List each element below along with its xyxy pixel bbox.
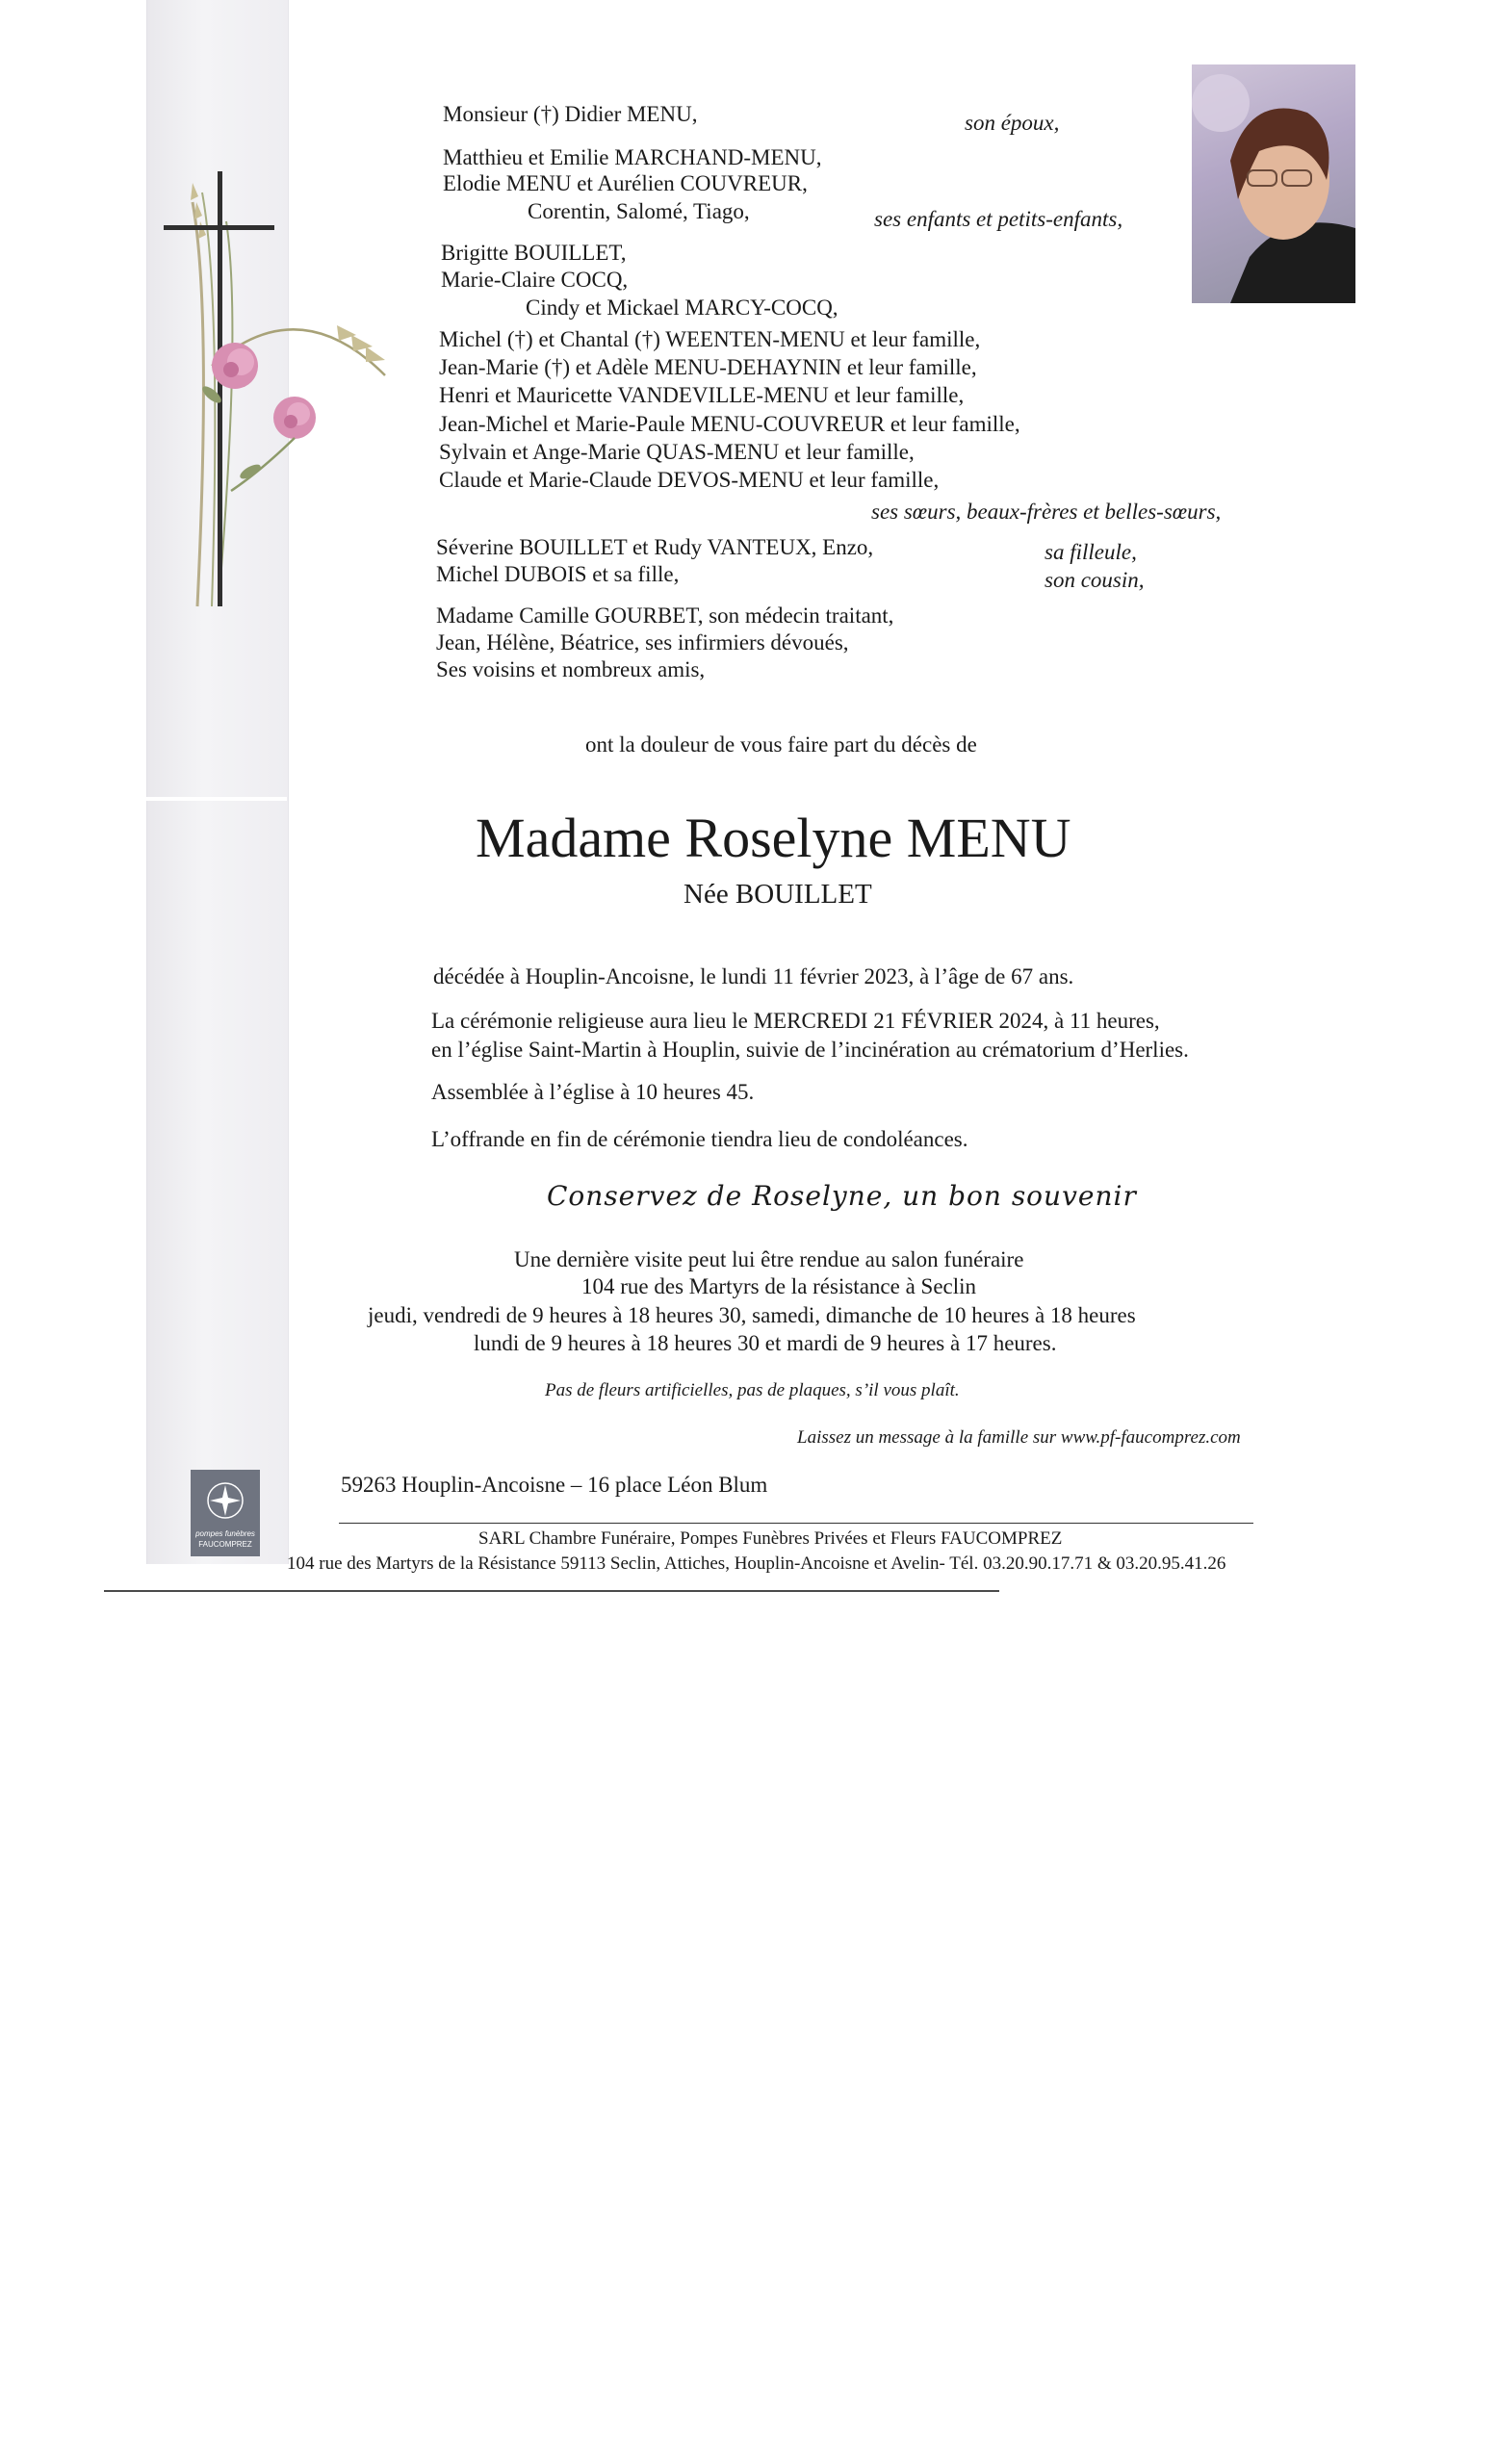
family-line-4: Corentin, Salomé, Tiago, [528,199,750,223]
family-line-18: Ses voisins et nombreux amis, [436,657,706,681]
family-role-husband: son époux, [965,111,1060,135]
family-role-goddaughter: sa filleule, [1045,540,1137,564]
family-line-15: Michel DUBOIS et sa fille, [436,562,680,586]
family-line-11: Jean-Michel et Marie-Paule MENU-COUVREUR et leur famille, [439,412,1020,436]
offering-note: L’offrande en fin de cérémonie tiendra lieu de condoléances. [431,1127,968,1151]
death-detail: décédée à Houplin-Ancoisne, le lundi 11 février 2023, à l’âge de 67 ans. [433,964,1074,988]
family-line-17: Jean, Hélène, Béatrice, ses infirmiers dévoués, [436,630,849,654]
family-role-cousin: son cousin, [1045,568,1145,592]
assembly-time: Assemblée à l’église à 10 heures 45. [431,1080,755,1104]
family-line-6: Marie-Claire COCQ, [441,268,629,292]
ceremony-line-1: La cérémonie religieuse aura lieu le MERCREDI 21 FÉVRIER 2024, à 11 heures, [431,1009,1160,1033]
logo-line-1: pompes funèbres [195,1529,255,1538]
cross-with-roses-icon [154,164,395,616]
family-line-8: Michel (†) et Chantal (†) WEENTEN-MENU et leur famille, [439,327,981,351]
ceremony-line-2: en l’église Saint-Martin à Houplin, suivie de l’incinération au crématorium d’Herlies. [431,1038,1189,1062]
no-flowers-note: Pas de fleurs artificielles, pas de plaques, s’il vous plaît. [545,1380,960,1400]
family-line-3: Elodie MENU et Aurélien COUVREUR, [443,171,808,195]
visit-line-2: 104 rue des Martyrs de la résistance à Seclin [581,1274,977,1298]
footer-divider [339,1523,1253,1524]
family-line-2: Matthieu et Emilie MARCHAND-MENU, [443,145,822,169]
announcement-text: ont la douleur de vous faire part du décès de [585,732,977,757]
family-line-14: Séverine BOUILLET et Rudy VANTEUX, Enzo, [436,535,874,559]
family-line-7: Cindy et Mickael MARCY-COCQ, [526,295,838,320]
footer-contact: 104 rue des Martyrs de la Résistance 59113 Seclin, Attiches, Houplin-Ancoisne et Avelin- Tél. 03.20.90.17.71 & 03.20.95.41.26 [287,1553,1226,1574]
deceased-name: Madame Roselyne MENU [476,807,1071,869]
maiden-name: Née BOUILLET [684,879,872,910]
family-role-children: ses enfants et petits-enfants, [874,207,1123,231]
family-line-12: Sylvain et Ange-Marie QUAS-MENU et leur famille, [439,440,915,464]
family-line-9: Jean-Marie (†) et Adèle MENU-DEHAYNIN et leur famille, [439,355,977,379]
family-address: 59263 Houplin-Ancoisne – 16 place Léon Blum [341,1473,768,1497]
bottom-edge-line [104,1590,999,1592]
family-line-13: Claude et Marie-Claude DEVOS-MENU et leur famille, [439,468,940,492]
visit-line-3: jeudi, vendredi de 9 heures à 18 heures 30, samedi, dimanche de 10 heures à 18 heures [368,1303,1136,1327]
footer-company: SARL Chambre Funéraire, Pompes Funèbres Privées et Fleurs FAUCOMPREZ [478,1528,1063,1549]
family-role-siblings: ses sœurs, beaux-frères et belles-sœurs, [871,500,1222,524]
family-line-5: Brigitte BOUILLET, [441,241,627,265]
funeral-home-logo [191,1470,260,1556]
portrait-photo [1192,64,1355,303]
visit-line-1: Une dernière visite peut lui être rendue au salon funéraire [514,1247,1024,1271]
family-line-16: Madame Camille GOURBET, son médecin traitant, [436,603,894,628]
family-line-10: Henri et Mauricette VANDEVILLE-MENU et leur famille, [439,383,965,407]
souvenir-script: Conservez de Roselyne, un bon souvenir [547,1180,1137,1212]
visit-line-4: lundi de 9 heures à 18 heures 30 et mardi de 9 heures à 17 heures. [474,1331,1057,1355]
logo-line-2: FAUCOMPREZ [198,1540,252,1549]
online-message-note: Laissez un message à la famille sur www.pf-faucomprez.com [797,1427,1241,1448]
family-line-1: Monsieur (†) Didier MENU, [443,102,698,126]
strip-fold-line [146,797,287,801]
